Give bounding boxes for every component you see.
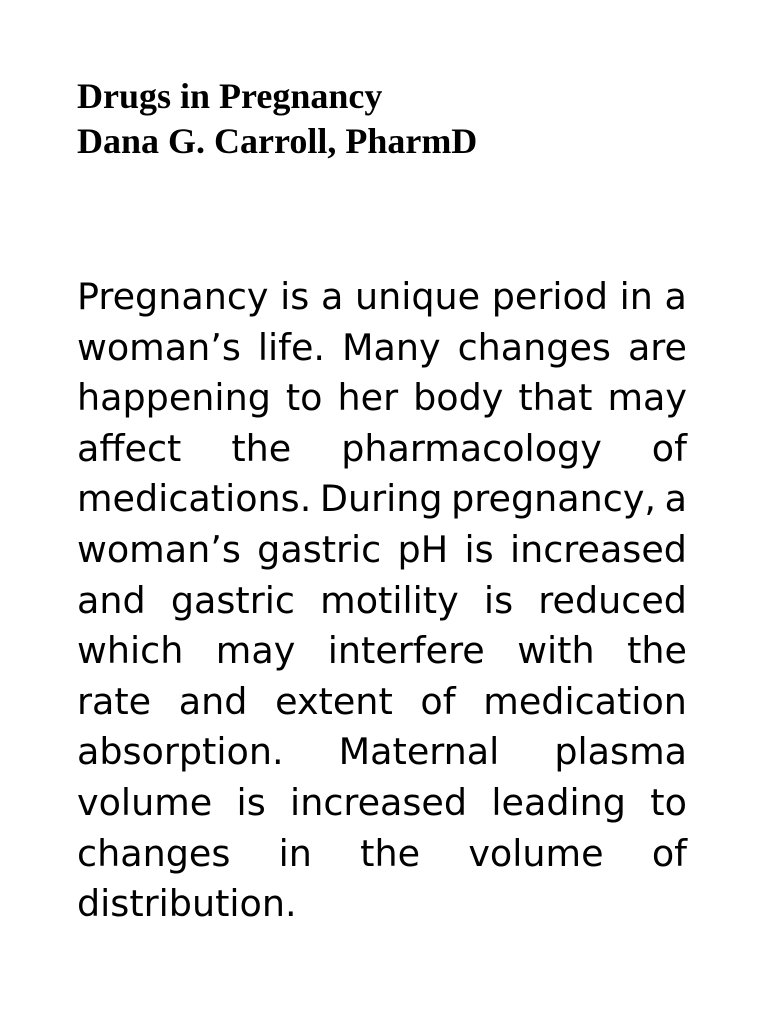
paragraph-word: to	[285, 376, 323, 420]
paragraph-word: unique	[354, 275, 481, 318]
paragraph-word: to	[650, 780, 687, 824]
paragraph-word: body	[413, 376, 504, 420]
paragraph-word: the	[360, 831, 421, 875]
body-paragraph	[77, 272, 687, 930]
paragraph-line	[77, 525, 687, 576]
paragraph-word: changes	[457, 325, 611, 369]
paragraph-word: gastric	[257, 527, 382, 571]
paragraph-word: of	[651, 831, 687, 875]
paragraph-word: in	[619, 275, 653, 318]
paragraph-word: volume	[77, 780, 213, 824]
paragraph-word: rate	[77, 679, 152, 723]
paragraph-line	[77, 879, 687, 930]
paragraph-word: medications.	[77, 477, 312, 521]
paragraph-line	[77, 778, 687, 829]
paragraph-word: the	[231, 426, 292, 470]
paragraph-line	[77, 727, 687, 778]
paragraph-word: happening	[77, 376, 271, 420]
paragraph-word: medication	[483, 679, 687, 723]
paragraph-word: changes	[77, 831, 231, 875]
paragraph-word: of	[420, 679, 456, 723]
paragraph-word: her	[337, 376, 399, 420]
paragraph-word: and	[178, 679, 248, 723]
paragraph-line	[77, 323, 687, 374]
paragraph-word: pregnancy,	[451, 477, 657, 521]
paragraph-word: pharmacology	[341, 426, 602, 470]
paragraph-word: volume	[468, 831, 604, 875]
paragraph-word: During	[319, 477, 443, 521]
paragraph-word: is	[280, 275, 310, 318]
paragraph-word: distribution.	[77, 882, 297, 926]
paragraph-word: may	[607, 376, 687, 420]
paragraph-word: Pregnancy	[77, 275, 269, 318]
paragraph-word: increased	[509, 527, 687, 571]
paragraph-word: is	[464, 527, 494, 571]
paragraph-line	[77, 677, 687, 728]
paragraph-line	[77, 373, 687, 424]
paragraph-line	[77, 626, 687, 677]
paragraph-word: may	[215, 629, 296, 673]
paragraph-word: leading	[491, 780, 626, 824]
paragraph-word: is	[236, 780, 266, 824]
paragraph-word: Maternal	[338, 730, 500, 774]
paragraph-word: motility	[320, 578, 459, 622]
paragraph-line	[77, 576, 687, 627]
paragraph-word: with	[517, 629, 595, 673]
paragraph-word: extent	[275, 679, 393, 723]
document-author: Dana G. Carroll, PharmD	[77, 121, 478, 161]
paragraph-word: period	[491, 275, 609, 318]
paragraph-word: in	[278, 831, 312, 875]
paragraph-word: woman’s	[77, 527, 241, 571]
paragraph-word: Many	[342, 325, 441, 369]
paragraph-line	[77, 829, 687, 880]
paragraph-word: a	[664, 275, 687, 318]
paragraph-word: the	[627, 629, 687, 673]
paragraph-word: woman’s	[77, 325, 241, 369]
document-title: Drugs in Pregnancy	[77, 76, 383, 116]
paragraph-word: and	[77, 578, 146, 622]
document-header	[77, 74, 697, 164]
paragraph-word: a	[320, 275, 344, 318]
paragraph-word: interfere	[327, 629, 485, 673]
paragraph-word: reduced	[538, 578, 687, 622]
paragraph-word: are	[627, 325, 687, 369]
paragraph-word: a	[664, 477, 687, 521]
paragraph-word: is	[483, 578, 514, 622]
paragraph-word: plasma	[554, 730, 687, 774]
paragraph-word: of	[651, 426, 687, 470]
paragraph-word: which	[77, 629, 184, 673]
paragraph-word: gastric	[170, 578, 295, 622]
paragraph-word: that	[518, 376, 593, 420]
paragraph-line	[77, 272, 687, 323]
paragraph-line	[77, 474, 687, 525]
paragraph-line	[77, 424, 687, 475]
paragraph-word: life.	[257, 325, 326, 369]
paragraph-word: absorption.	[77, 730, 284, 774]
paragraph-word: pH	[397, 527, 449, 571]
paragraph-word: affect	[77, 426, 182, 470]
paragraph-word: increased	[290, 780, 468, 824]
